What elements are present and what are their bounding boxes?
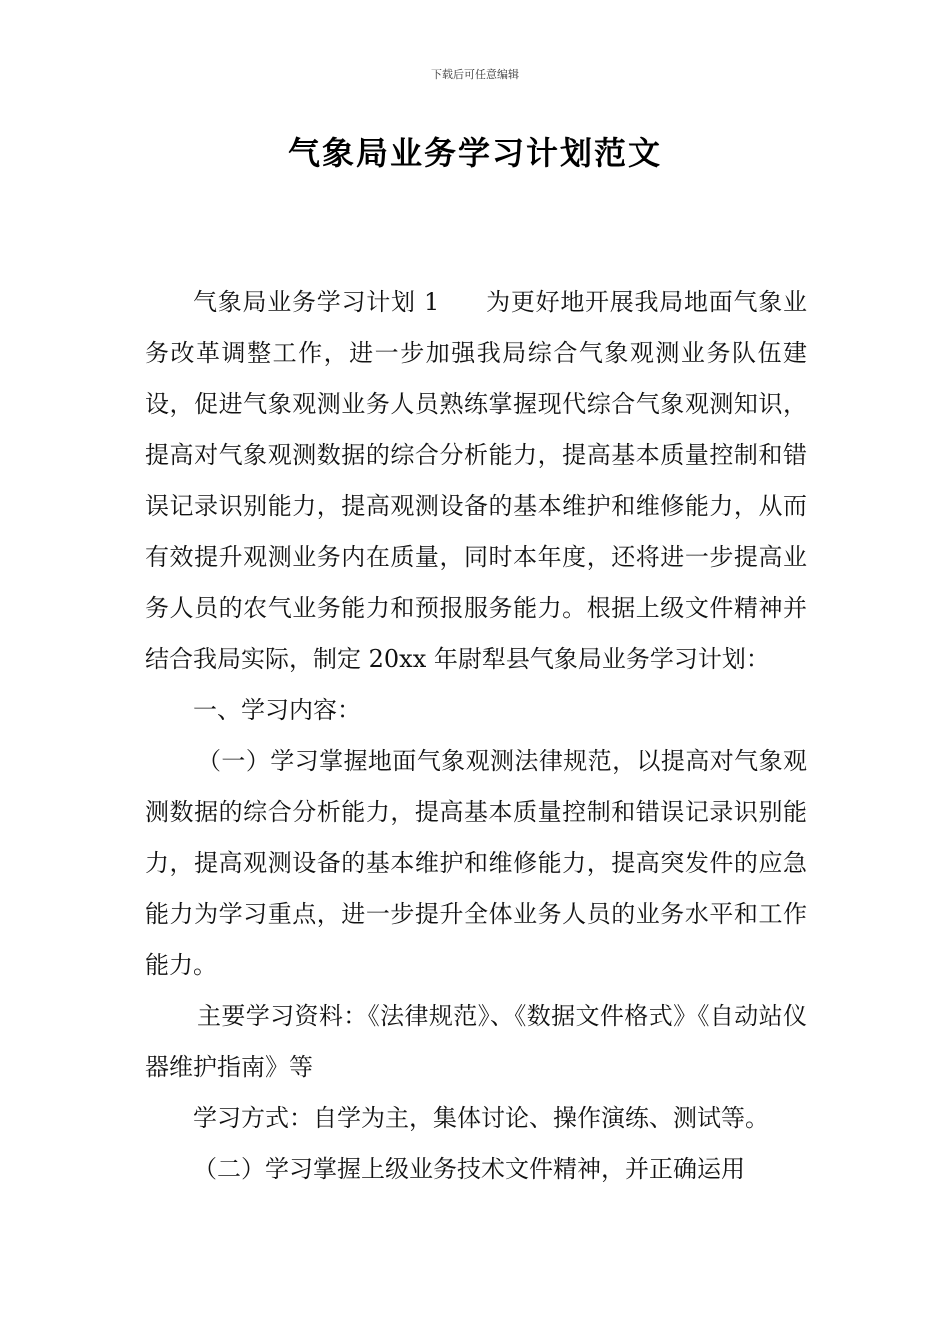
document-title: 气象局业务学习计划范文 xyxy=(287,134,662,172)
section-heading-study-content: 一、学习内容： xyxy=(193,696,361,724)
intro-text: 为更好地开展我局地面气象业务改革调整工作，进一步加强我局综合气象观测业务队伍建设，促进气象观测业务人员熟练掌握现代综合气象观测知识，提高对气象观测数据的综合分析能力，提高基本质量控制和错误记录识别能力，提高观测设备的基本维护和维修能力，从而有效提升观测业务内在质量，同时本年度，还将进一步提高业务人员的农气业务能力和预报服务能力。根据上级文件精神并结合我局实际，制定 20xx 年尉犁县气象局业务学习计划： xyxy=(145,288,808,673)
plan-heading: 气象局业务学习计划 1 xyxy=(193,288,440,316)
header-note: 下载后可任意编辑 xyxy=(431,68,519,81)
paragraph-intro xyxy=(145,277,807,685)
paragraph-materials: 主要学习资料：《法律规范》、《数据文件格式》《自动站仪器维护指南》等 xyxy=(145,1002,807,1081)
document-body xyxy=(145,277,807,1195)
paragraph-study-method: 学习方式：自学为主，集体讨论、操作演练、测试等。 xyxy=(193,1104,769,1132)
paragraph-item-one: （一）学习掌握地面气象观测法律规范，以提高对气象观测数据的综合分析能力，提高基本质量控制和错误记录识别能力，提高观测设备的基本维护和维修能力，提高突发件的应急能力为学习重点，进一步提升全体业务人员的业务水平和工作能力。 xyxy=(145,747,807,979)
paragraph-item-two: （二）学习掌握上级业务技术文件精神，并正确运用 xyxy=(193,1155,745,1183)
